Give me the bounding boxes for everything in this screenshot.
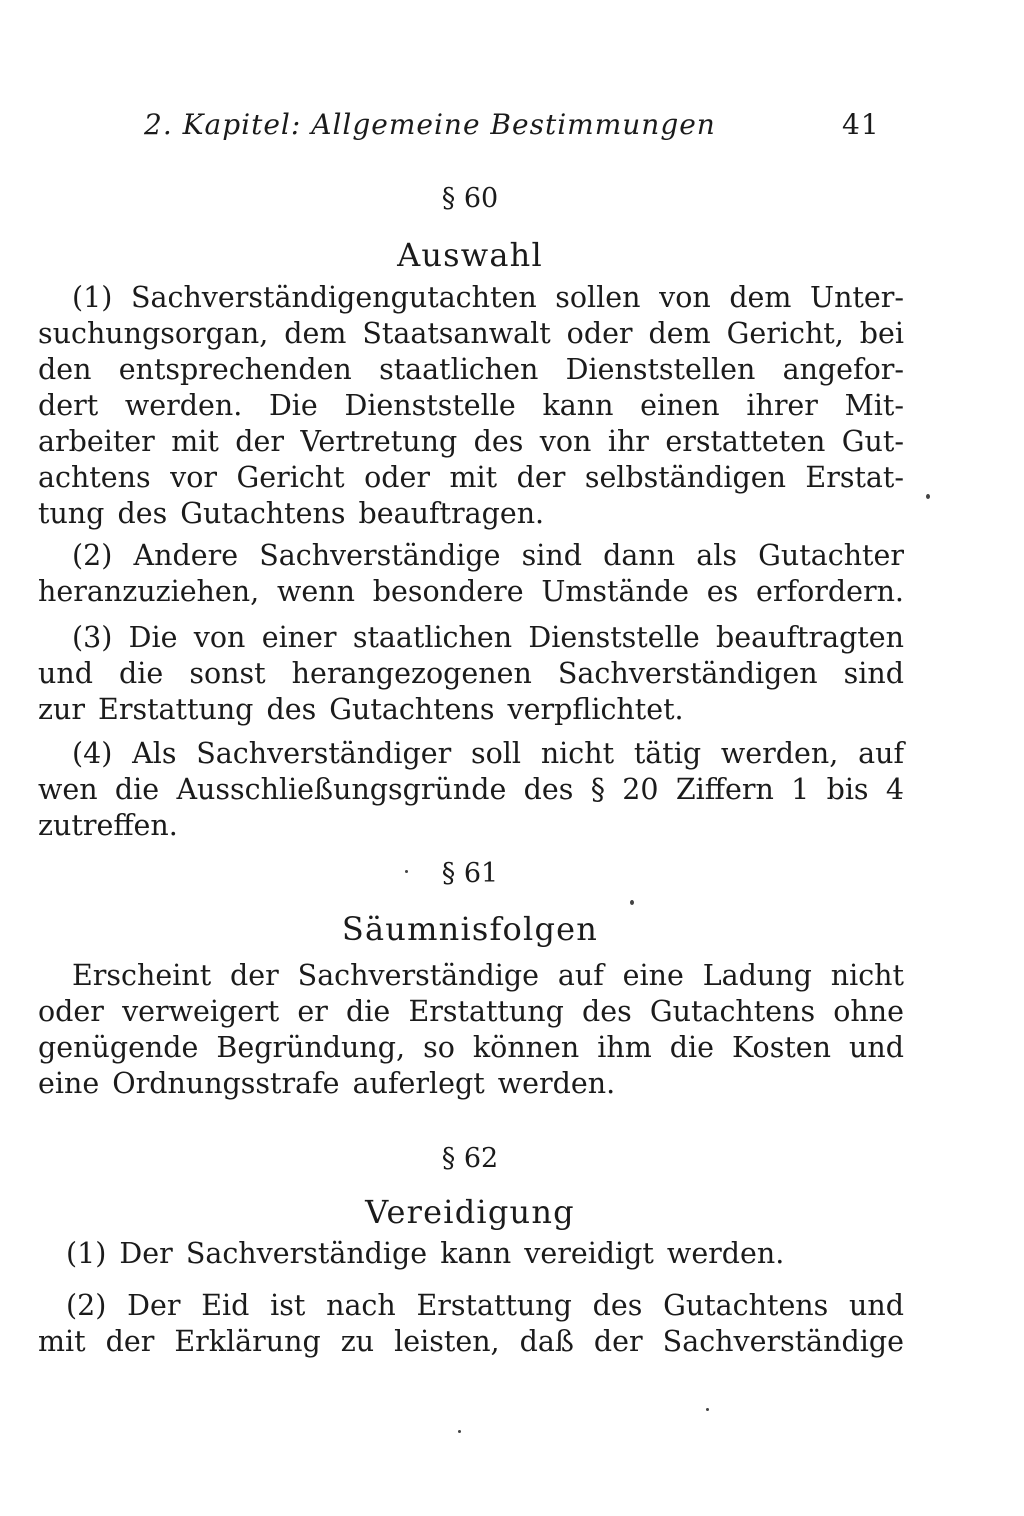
text-line: (3) Die von einer staatlichen Dienststelle beauftragten	[72, 621, 904, 654]
paragraph	[72, 538, 904, 574]
scan-speck	[405, 870, 408, 873]
text-line: suchungsorgan, dem Staatsanwalt oder dem Gericht, bei	[38, 317, 904, 350]
scan-speck	[630, 900, 634, 905]
text-line: (1) Sachverständigengutachten sollen von dem Unter-	[72, 281, 904, 314]
paragraph	[66, 1236, 904, 1272]
text-line: (2) Andere Sachverständige sind dann als Gutachter	[72, 539, 904, 572]
text-line: tung des Gutachtens beauftragen.	[38, 497, 545, 530]
text-line: heranzuziehen, wenn besondere Umstände es erfordern.	[38, 575, 904, 608]
text-line: (4) Als Sachverständiger soll nicht tätig werden, auf	[72, 737, 904, 770]
paragraph	[38, 1324, 904, 1360]
scan-speck	[706, 1408, 709, 1411]
section-number: § 61	[441, 858, 499, 889]
text-line: (1) Der Sachverständige kann vereidigt werden.	[66, 1237, 785, 1270]
text-line: den entsprechenden staatlichen Dienststellen angefor-	[38, 353, 904, 386]
paragraph	[66, 1288, 904, 1324]
text-line: arbeiter mit der Vertretung des von ihr erstatteten Gut-	[38, 425, 904, 458]
paragraph	[72, 736, 904, 772]
text-line: wen die Ausschließungsgründe des § 20 Ziffern 1 bis 4	[38, 773, 904, 806]
paragraph	[38, 772, 904, 844]
running-title: 2. Kapitel: Allgemeine Bestimmungen	[144, 108, 716, 141]
paragraph	[38, 994, 904, 1102]
text-line: Erscheint der Sachverständige auf eine Ladung nicht	[72, 959, 904, 992]
paragraph	[72, 958, 904, 994]
paragraph	[72, 280, 904, 316]
text-line: (2) Der Eid ist nach Erstattung des Gutachtens und	[66, 1289, 904, 1322]
paragraph	[38, 574, 904, 610]
paragraph	[38, 316, 904, 532]
text-line: eine Ordnungsstrafe auferlegt werden.	[38, 1067, 616, 1100]
text-line: oder verweigert er die Erstattung des Gutachtens ohne	[38, 995, 904, 1028]
section-number: § 62	[441, 1143, 499, 1174]
section-title: Säumnisfolgen	[341, 910, 599, 948]
text-line: genügende Begründung, so können ihm die Kosten und	[38, 1031, 904, 1064]
scan-speck	[458, 1430, 461, 1433]
section-title: Vereidigung	[365, 1193, 575, 1231]
paragraph	[72, 620, 904, 656]
scan-speck	[926, 494, 930, 499]
paragraph	[38, 656, 904, 728]
text-line: zutreffen.	[38, 809, 178, 842]
text-line: zur Erstattung des Gutachtens verpflichtet.	[38, 693, 684, 726]
section-title: Auswahl	[397, 236, 543, 274]
text-line: achtens vor Gericht oder mit der selbständigen Erstat-	[38, 461, 904, 494]
section-number: § 60	[441, 183, 499, 214]
text-line: mit der Erklärung zu leisten, daß der Sachverständige	[38, 1325, 904, 1358]
text-line: dert werden. Die Dienststelle kann einen ihrer Mit-	[38, 389, 904, 422]
text-line: und die sonst herangezogenen Sachverständigen sind	[38, 657, 904, 690]
running-header	[0, 108, 1024, 158]
page-number: 41	[842, 108, 880, 141]
